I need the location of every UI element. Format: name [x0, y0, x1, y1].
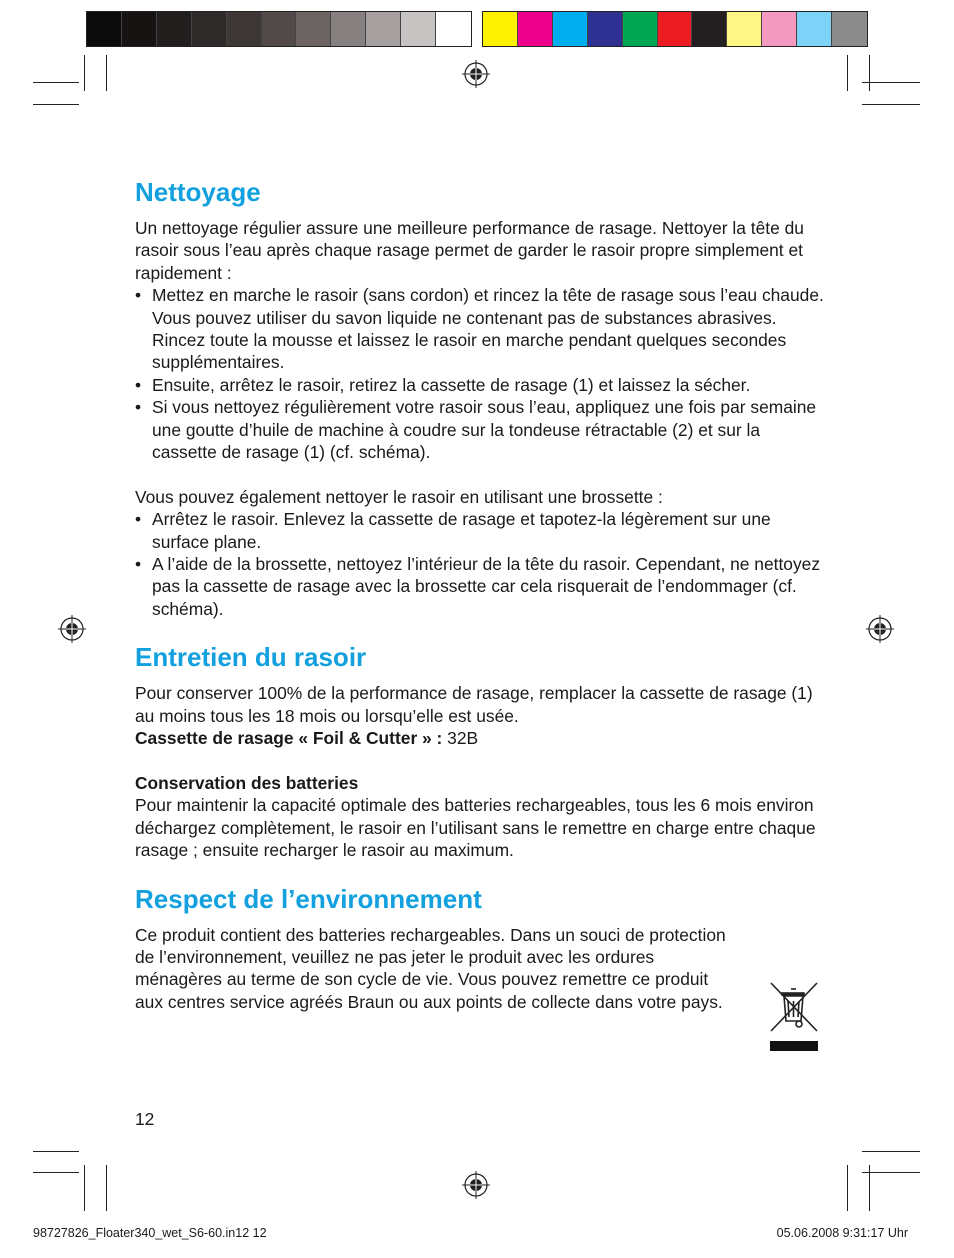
- page-content: [135, 172, 825, 1013]
- page-number: 12: [135, 1109, 155, 1129]
- color-swatch: [192, 12, 227, 46]
- color-swatch: [553, 12, 588, 46]
- color-swatch: [122, 12, 157, 46]
- color-swatch: [518, 12, 553, 46]
- section-title-maintenance: Entretien du rasoir: [135, 642, 367, 673]
- crop-mark: [847, 55, 848, 91]
- color-swatch: [87, 12, 122, 46]
- color-swatch: [157, 12, 192, 46]
- color-swatch: [727, 12, 762, 46]
- color-swatch: [262, 12, 297, 46]
- list-item: • Arrêtez le rasoir. Enlevez la cassette de rasage et tapotez-la légèrement sur une surface plane.: [135, 508, 825, 553]
- battery-text: Pour maintenir la capacité optimale des batteries rechargeables, tous les 6 mois environ déchargez complètement, le rasoir en l’utilisant sans le remettre en charge entre chaque rasage ; ensuite recharger le rasoir au maximum.: [135, 795, 816, 861]
- cleaning-bullets: [135, 284, 825, 463]
- color-swatch: [296, 12, 331, 46]
- crop-mark: [862, 104, 920, 105]
- crop-mark: [33, 82, 79, 83]
- registration-mark-icon: [462, 1171, 490, 1199]
- color-swatch: [331, 12, 366, 46]
- crop-mark: [33, 1172, 79, 1173]
- color-swatch: [483, 12, 518, 46]
- list-item: • Mettez en marche le rasoir (sans cordon) et rincez la tête de rasage sous l’eau chaude. Vous pouvez utiliser du savon liquide ne contenant pas de substances abrasives. Rincez toute la mousse et laissez le rasoir en marche pendant quelques secondes supplémentaires.: [135, 284, 825, 374]
- brush-intro: Vous pouvez également nettoyer le rasoir en utilisant une brossette :: [135, 486, 663, 507]
- crossed-out-wheelie-bin-icon: [768, 981, 820, 1053]
- brush-bullets: [135, 508, 825, 620]
- process-color-calibration-bar: [482, 11, 868, 47]
- maintenance-text: Pour conserver 100% de la performance de rasage, remplacer la cassette de rasage (1) au moins tous les 18 mois ou lorsqu’elle est usée.: [135, 683, 813, 726]
- color-swatch: [762, 12, 797, 46]
- list-item: • Ensuite, arrêtez le rasoir, retirez la cassette de rasage (1) et laissez la sécher.: [135, 374, 825, 396]
- grayscale-calibration-bar: [86, 11, 472, 47]
- registration-mark-icon: [866, 615, 894, 643]
- footer-right: 05.06.2008 9:31:17 Uhr: [776, 1226, 908, 1240]
- crop-mark: [869, 55, 870, 91]
- color-swatch: [623, 12, 658, 46]
- color-swatch: [401, 12, 436, 46]
- crop-mark: [106, 1165, 107, 1211]
- crop-mark: [84, 55, 85, 91]
- crop-mark: [862, 1151, 920, 1152]
- environment-text: Ce produit contient des batteries rechargeables. Dans un souci de protection de l’environnement, veuillez ne pas jeter le produit avec les ordures ménagères au terme de son cycle de vie. Vous pouvez remettre ce produit aux centres service agréés Braun ou aux points de collecte dans votre pays.: [135, 924, 726, 1012]
- battery-title: Conservation des batteries: [135, 772, 359, 793]
- color-swatch: [832, 12, 867, 46]
- crop-mark: [862, 1172, 920, 1173]
- crop-mark: [847, 1165, 848, 1211]
- list-item: • Si vous nettoyez régulièrement votre rasoir sous l’eau, appliquez une fois par semaine une goutte d’huile de machine à coudre sur la tondeuse rétractable (2) et sur la cassette de rasage (1) (cf. schéma).: [135, 396, 825, 463]
- crop-mark: [862, 82, 920, 83]
- section-title-cleaning: Nettoyage: [135, 177, 261, 207]
- crop-mark: [106, 55, 107, 91]
- footer-left: 98727826_Floater340_wet_S6-60.in12 12: [33, 1226, 267, 1240]
- part-value: 32B: [442, 728, 479, 749]
- color-swatch: [588, 12, 623, 46]
- cleaning-intro: Un nettoyage régulier assure une meilleure performance de rasage. Nettoyer la tête du rasoir sous l’eau après chaque rasage permet de garder le rasoir propre simplement et rapidement :: [135, 218, 804, 283]
- registration-mark-icon: [58, 615, 86, 643]
- part-label: Cassette de rasage « Foil & Cutter » :: [135, 728, 443, 749]
- color-swatch: [227, 12, 262, 46]
- color-swatch: [658, 12, 693, 46]
- list-item: • A l’aide de la brossette, nettoyez l’intérieur de la tête du rasoir. Cependant, ne nettoyez pas la cassette de rasage avec la brossette car cela risquerait de l’endommager (cf. schéma).: [135, 553, 825, 620]
- crop-mark: [33, 104, 79, 105]
- color-swatch: [366, 12, 401, 46]
- crop-mark: [869, 1165, 870, 1211]
- color-swatch: [436, 12, 471, 46]
- color-swatch: [692, 12, 727, 46]
- color-swatch: [797, 12, 832, 46]
- part-line: [135, 727, 825, 749]
- registration-mark-icon: [462, 60, 490, 88]
- crop-mark: [33, 1151, 79, 1152]
- crop-mark: [84, 1165, 85, 1211]
- section-title-environment: Respect de l’environnement: [135, 883, 482, 914]
